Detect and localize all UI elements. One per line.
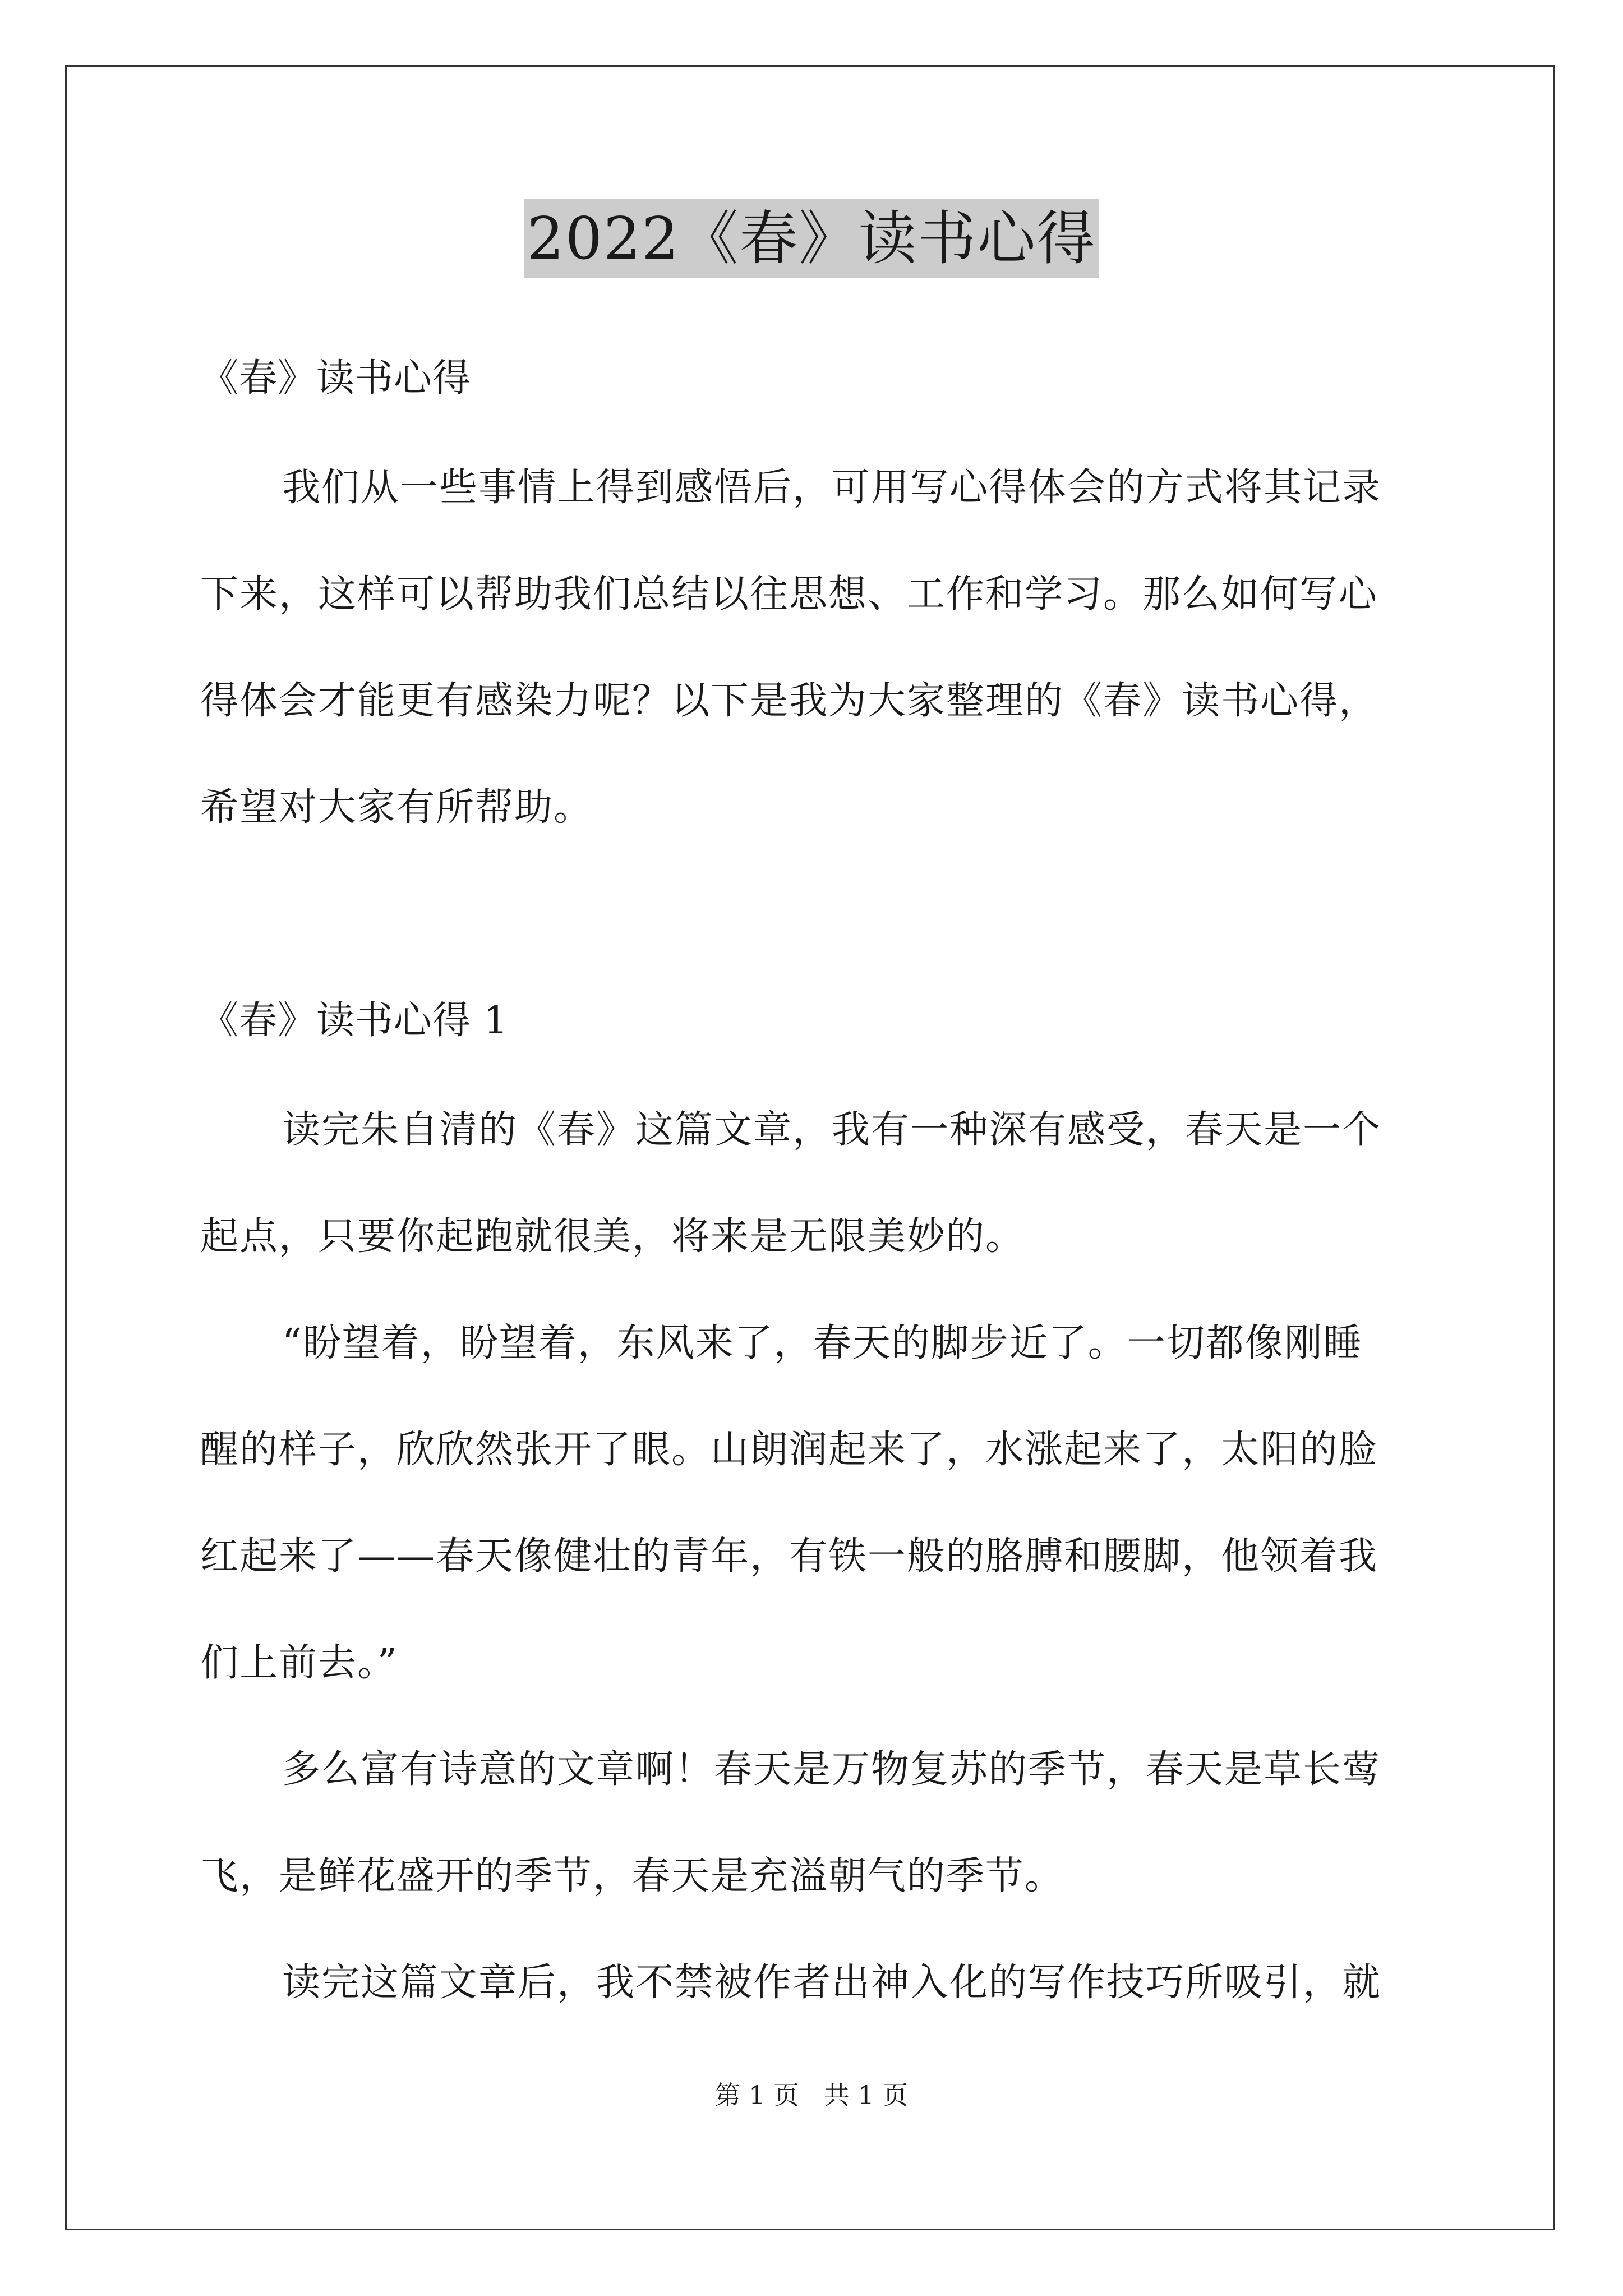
section1-p1-line-1: 读完朱自清的《春》这篇文章，我有一种深有感受，春天是一个 (282, 1108, 1382, 1152)
intro-line-4: 希望对大家有所帮助。 (200, 785, 593, 830)
intro-heading: 《春》读书心得 (200, 356, 472, 401)
section1-p2-line-3: 红起来了——春天像健壮的青年，有铁一般的胳膊和腰脚，他领着我 (200, 1534, 1378, 1579)
section1-p2-line-1: “盼望着，盼望着，东风来了，春天的脚步近了。一切都像刚睡 (282, 1321, 1363, 1365)
intro-line-2: 下来，这样可以帮助我们总结以往思想、工作和学习。那么如何写心 (200, 572, 1378, 616)
section1-p4-line-1: 读完这篇文章后，我不禁被作者出神入化的写作技巧所吸引，就 (282, 1961, 1382, 2005)
document-title: 2022《春》读书心得 (524, 199, 1100, 278)
page-footer: 第 1 页 共 1 页 (714, 2080, 909, 2110)
intro-line-1: 我们从一些事情上得到感悟后，可用写心得体会的方式将其记录 (282, 466, 1382, 510)
section1-p2-line-2: 醒的样子，欣欣然张开了眼。山朗润起来了，水涨起来了，太阳的脸 (200, 1428, 1378, 1472)
section1-p2-line-4: 们上前去。” (200, 1641, 398, 1685)
title-container (0, 199, 1623, 278)
section1-p3-line-2: 飞，是鲜花盛开的季节，春天是充溢朝气的季节。 (200, 1854, 1064, 1898)
section1-p3-line-1: 多么富有诗意的文章啊！春天是万物复苏的季节，春天是草长莺 (282, 1747, 1382, 1792)
section1-heading: 《春》读书心得 1 (200, 999, 509, 1043)
section1-p1-line-2: 起点，只要你起跑就很美，将来是无限美妙的。 (200, 1214, 1025, 1259)
intro-line-3: 得体会才能更有感染力呢？以下是我为大家整理的《春》读书心得， (200, 679, 1378, 723)
